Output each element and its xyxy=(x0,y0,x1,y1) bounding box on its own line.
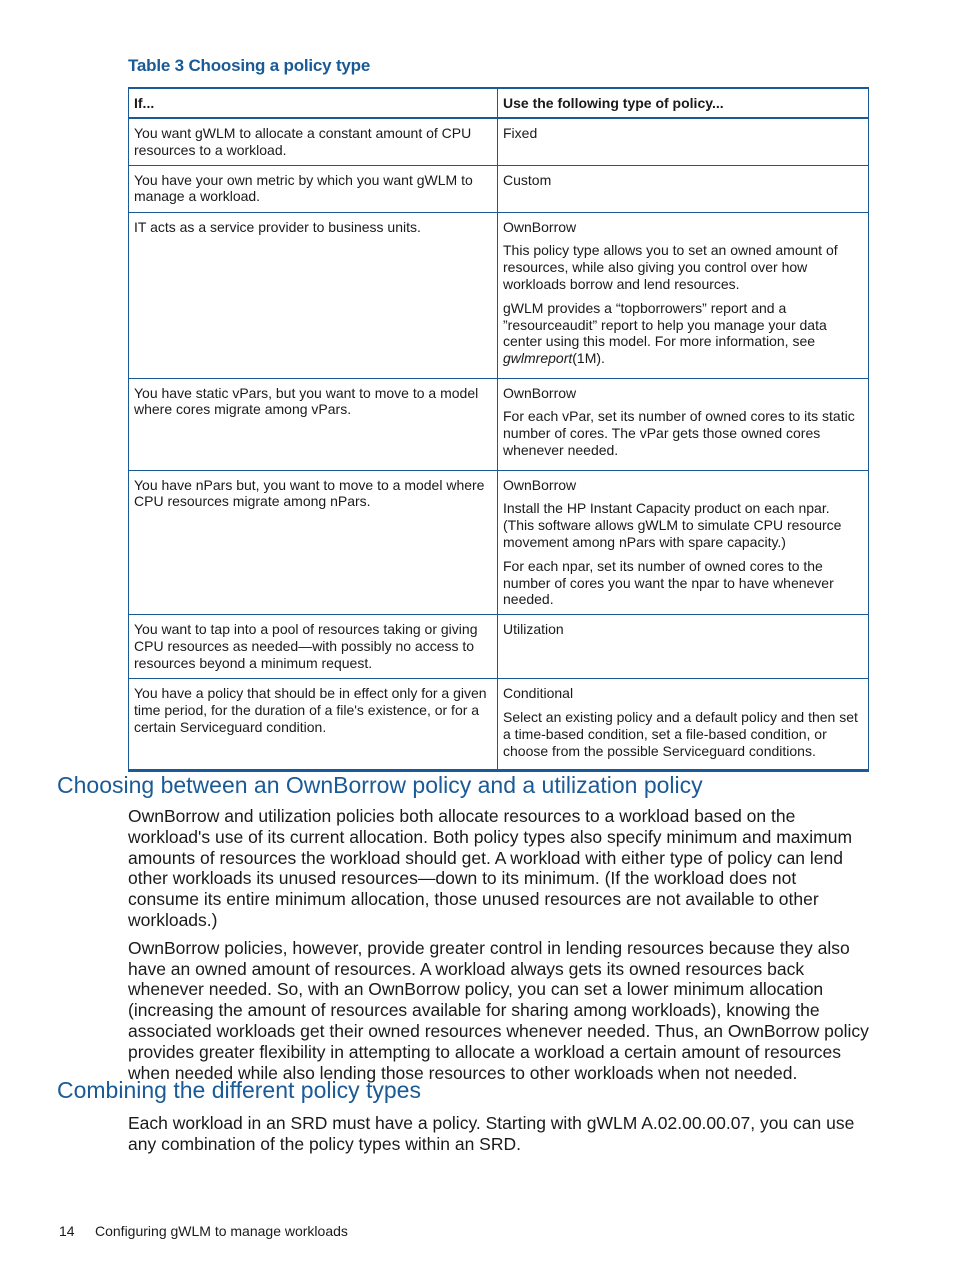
policy-note: For each npar, set its number of owned cores to the number of cores you want the npar to have whenever needed. xyxy=(503,557,834,608)
section-body-ownborrow-vs-utilization xyxy=(128,806,870,1090)
manpage-section: (1M). xyxy=(572,350,605,367)
condition-cell: You have nPars but, you want to move to a model where CPU resources migrate among nPars. xyxy=(129,470,498,615)
policy-cell xyxy=(498,118,869,165)
condition-cell: You have your own metric by which you want gWLM to manage a workload. xyxy=(129,165,498,212)
policy-name: Fixed xyxy=(503,125,538,141)
policy-type-table xyxy=(128,87,869,772)
page-number: 14 xyxy=(59,1223,75,1239)
policy-name: OwnBorrow xyxy=(503,476,577,493)
condition-cell: You want to tap into a pool of resources taking or giving CPU resources as needed—with possibly no access to resources beyond a minimum request. xyxy=(129,615,498,679)
section-heading-ownborrow-vs-utilization: Choosing between an OwnBorrow policy and a utilization policy xyxy=(57,772,703,798)
table-header-row xyxy=(129,88,869,118)
table-row xyxy=(129,378,869,470)
column-header-policy: Use the following type of policy... xyxy=(498,88,869,118)
policy-cell xyxy=(498,378,869,470)
command-reference: gwlmreport xyxy=(503,350,573,367)
column-header-if: If... xyxy=(129,88,498,118)
table-row xyxy=(129,165,869,212)
policy-cell xyxy=(498,212,869,378)
table-row xyxy=(129,615,869,679)
table-row xyxy=(129,470,869,615)
section-body-combining-policies xyxy=(128,1113,870,1162)
policy-name: Custom xyxy=(503,171,552,188)
page-footer xyxy=(59,1223,348,1239)
policy-cell xyxy=(498,470,869,615)
policy-note: For each vPar, set its number of owned cores to its static number of cores. The vPar gets those owned cores whenever needed. xyxy=(503,408,855,458)
policy-name: OwnBorrow xyxy=(503,384,577,401)
condition-cell: IT acts as a service provider to business units. xyxy=(129,212,498,378)
policy-name: OwnBorrow xyxy=(503,218,577,235)
policy-note: Install the HP Instant Capacity product on each npar. (This software allows gWLM to simulate CPU resource movement among nPars with spare capacity.) xyxy=(503,500,842,550)
section-heading-combining-policies: Combining the different policy types xyxy=(57,1077,421,1103)
table-row xyxy=(129,679,869,771)
report-note-text: gWLM provides a “topborrowers” report and a ”resourceaudit” report to help you manage your data center using this model. For more information, see xyxy=(503,299,827,350)
policy-note-report xyxy=(503,300,863,367)
condition-cell: You have a policy that should be in effect only for a given time period, for the duration of a file's existence, or for a certain Serviceguard condition. xyxy=(129,679,498,771)
chapter-title: Configuring gWLM to manage workloads xyxy=(95,1223,348,1239)
policy-cell xyxy=(498,679,869,771)
paragraph: Each workload in an SRD must have a policy. Starting with gWLM A.02.00.00.07, you can use any combination of the policy types within an SRD. xyxy=(128,1113,855,1154)
policy-name: Conditional xyxy=(503,685,574,702)
table-row xyxy=(129,118,869,165)
table-caption: Table 3 Choosing a policy type xyxy=(128,56,371,75)
policy-cell xyxy=(498,165,869,212)
condition-cell: You have static vPars, but you want to move to a model where cores migrate among vPars. xyxy=(129,378,498,470)
paragraph: OwnBorrow policies, however, provide greater control in lending resources because they also have an owned amount of resources. A workload always gets its owned resources back whenever needed. So, with an OwnBorrow policy, you can set a lower minimum allocation (increasing the amount of resources available for sharing among workloads), knowing the associated workloads get their owned resources whenever needed. Thus, an OwnBorrow policy provides greater flexibility in attempting to allocate a workload a certain amount of resources when needed while also lending those resources to other workloads when not needed. xyxy=(128,937,869,1083)
paragraph: OwnBorrow and utilization policies both allocate resources to a workload based on the workload's use of its current allocation. Both policy types also specify minimum and maximum amounts of resources the workload should get. A workload with either type of policy can lend other workloads its unused resources—down to its minimum. (If the workload does not consume its entire minimum allocation, those unused resources are not available to other workloads.) xyxy=(128,806,853,930)
table-row xyxy=(129,212,869,378)
condition-cell: You want gWLM to allocate a constant amount of CPU resources to a workload. xyxy=(129,118,498,165)
policy-cell xyxy=(498,615,869,679)
policy-note: This policy type allows you to set an owned amount of resources, while also giving you control over how workloads borrow and lend resources. xyxy=(503,242,838,292)
policy-name: Utilization xyxy=(503,621,564,638)
policy-note: Select an existing policy and a default policy and then set a time-based condition, set a file-based condition, or choose from the possible Serviceguard conditions. xyxy=(503,708,858,759)
